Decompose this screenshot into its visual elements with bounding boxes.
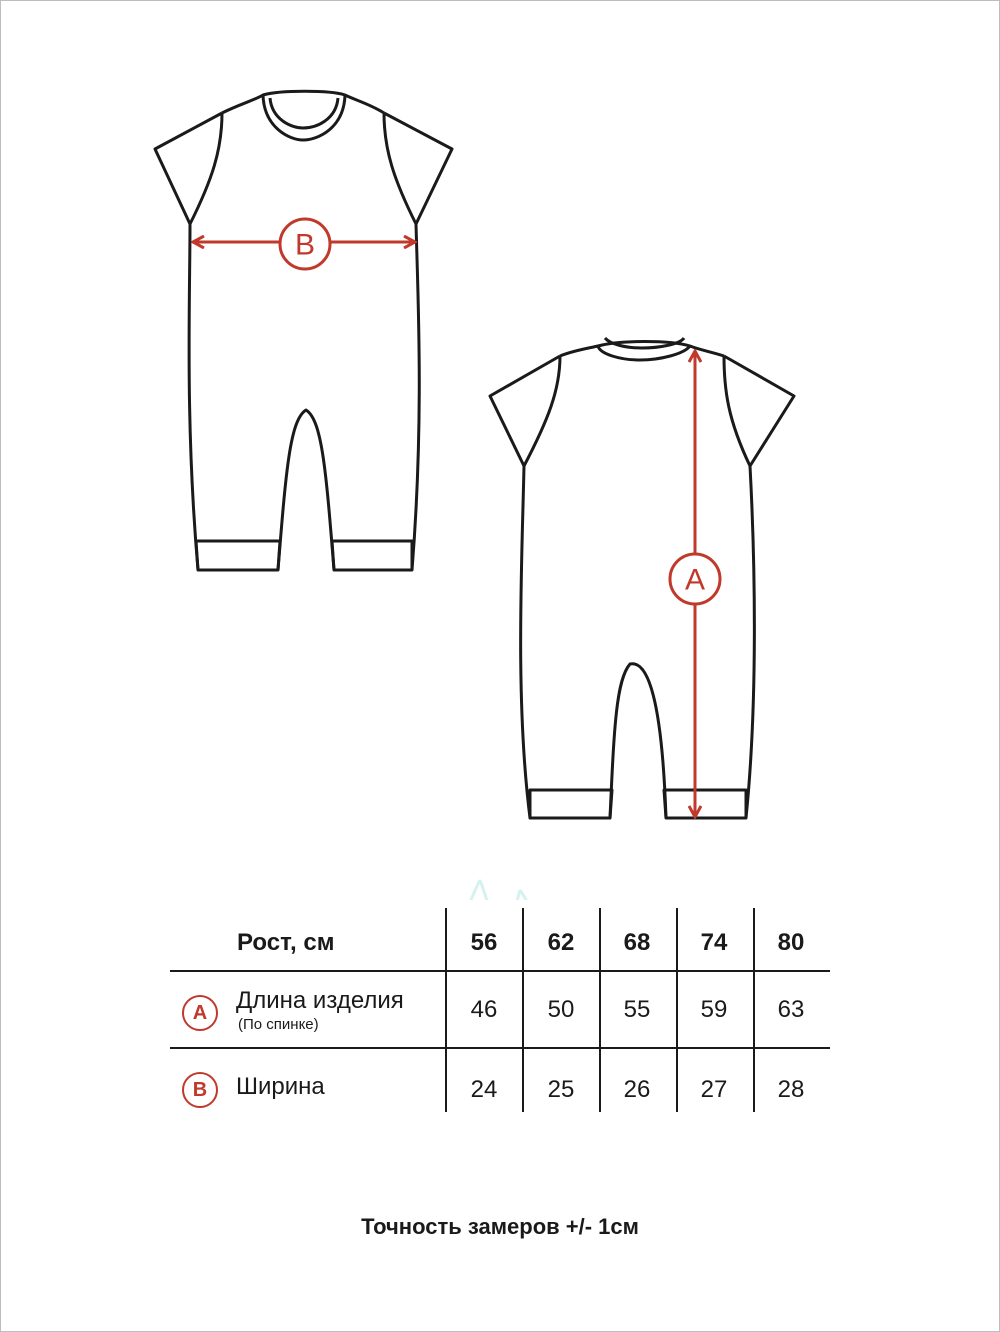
length-marker-label: A xyxy=(684,563,706,597)
measurement-accuracy-note: Точность замеров +/- 1см xyxy=(361,1214,639,1239)
width-value: 28 xyxy=(777,1076,805,1103)
width-marker-label: B xyxy=(294,228,316,262)
length-value: 55 xyxy=(623,996,651,1023)
size-header: 56 xyxy=(470,929,498,956)
width-measurement-arrow xyxy=(194,219,414,269)
leaf-watermark xyxy=(390,880,551,900)
size-header: 62 xyxy=(547,929,575,956)
back-view-romper xyxy=(490,338,794,818)
length-row-badge: A xyxy=(182,995,218,1031)
width-value: 27 xyxy=(700,1076,728,1103)
length-value: 59 xyxy=(700,996,728,1023)
length-value: 46 xyxy=(470,996,498,1023)
length-row-sublabel: (По спинке) xyxy=(238,1016,319,1033)
width-row-badge: B xyxy=(182,1072,218,1108)
size-header: 74 xyxy=(700,929,728,956)
width-value: 24 xyxy=(470,1076,498,1103)
length-measurement-arrow xyxy=(670,352,720,816)
height-header-label: Рост, см xyxy=(237,929,335,956)
length-value: 50 xyxy=(547,996,575,1023)
length-value: 63 xyxy=(777,996,805,1023)
width-row-label: Ширина xyxy=(236,1073,325,1100)
front-view-romper xyxy=(155,91,452,570)
length-row-label: Длина изделия xyxy=(236,987,404,1014)
width-value: 25 xyxy=(547,1076,575,1103)
size-header: 80 xyxy=(777,929,805,956)
width-value: 26 xyxy=(623,1076,651,1103)
size-header: 68 xyxy=(623,929,651,956)
